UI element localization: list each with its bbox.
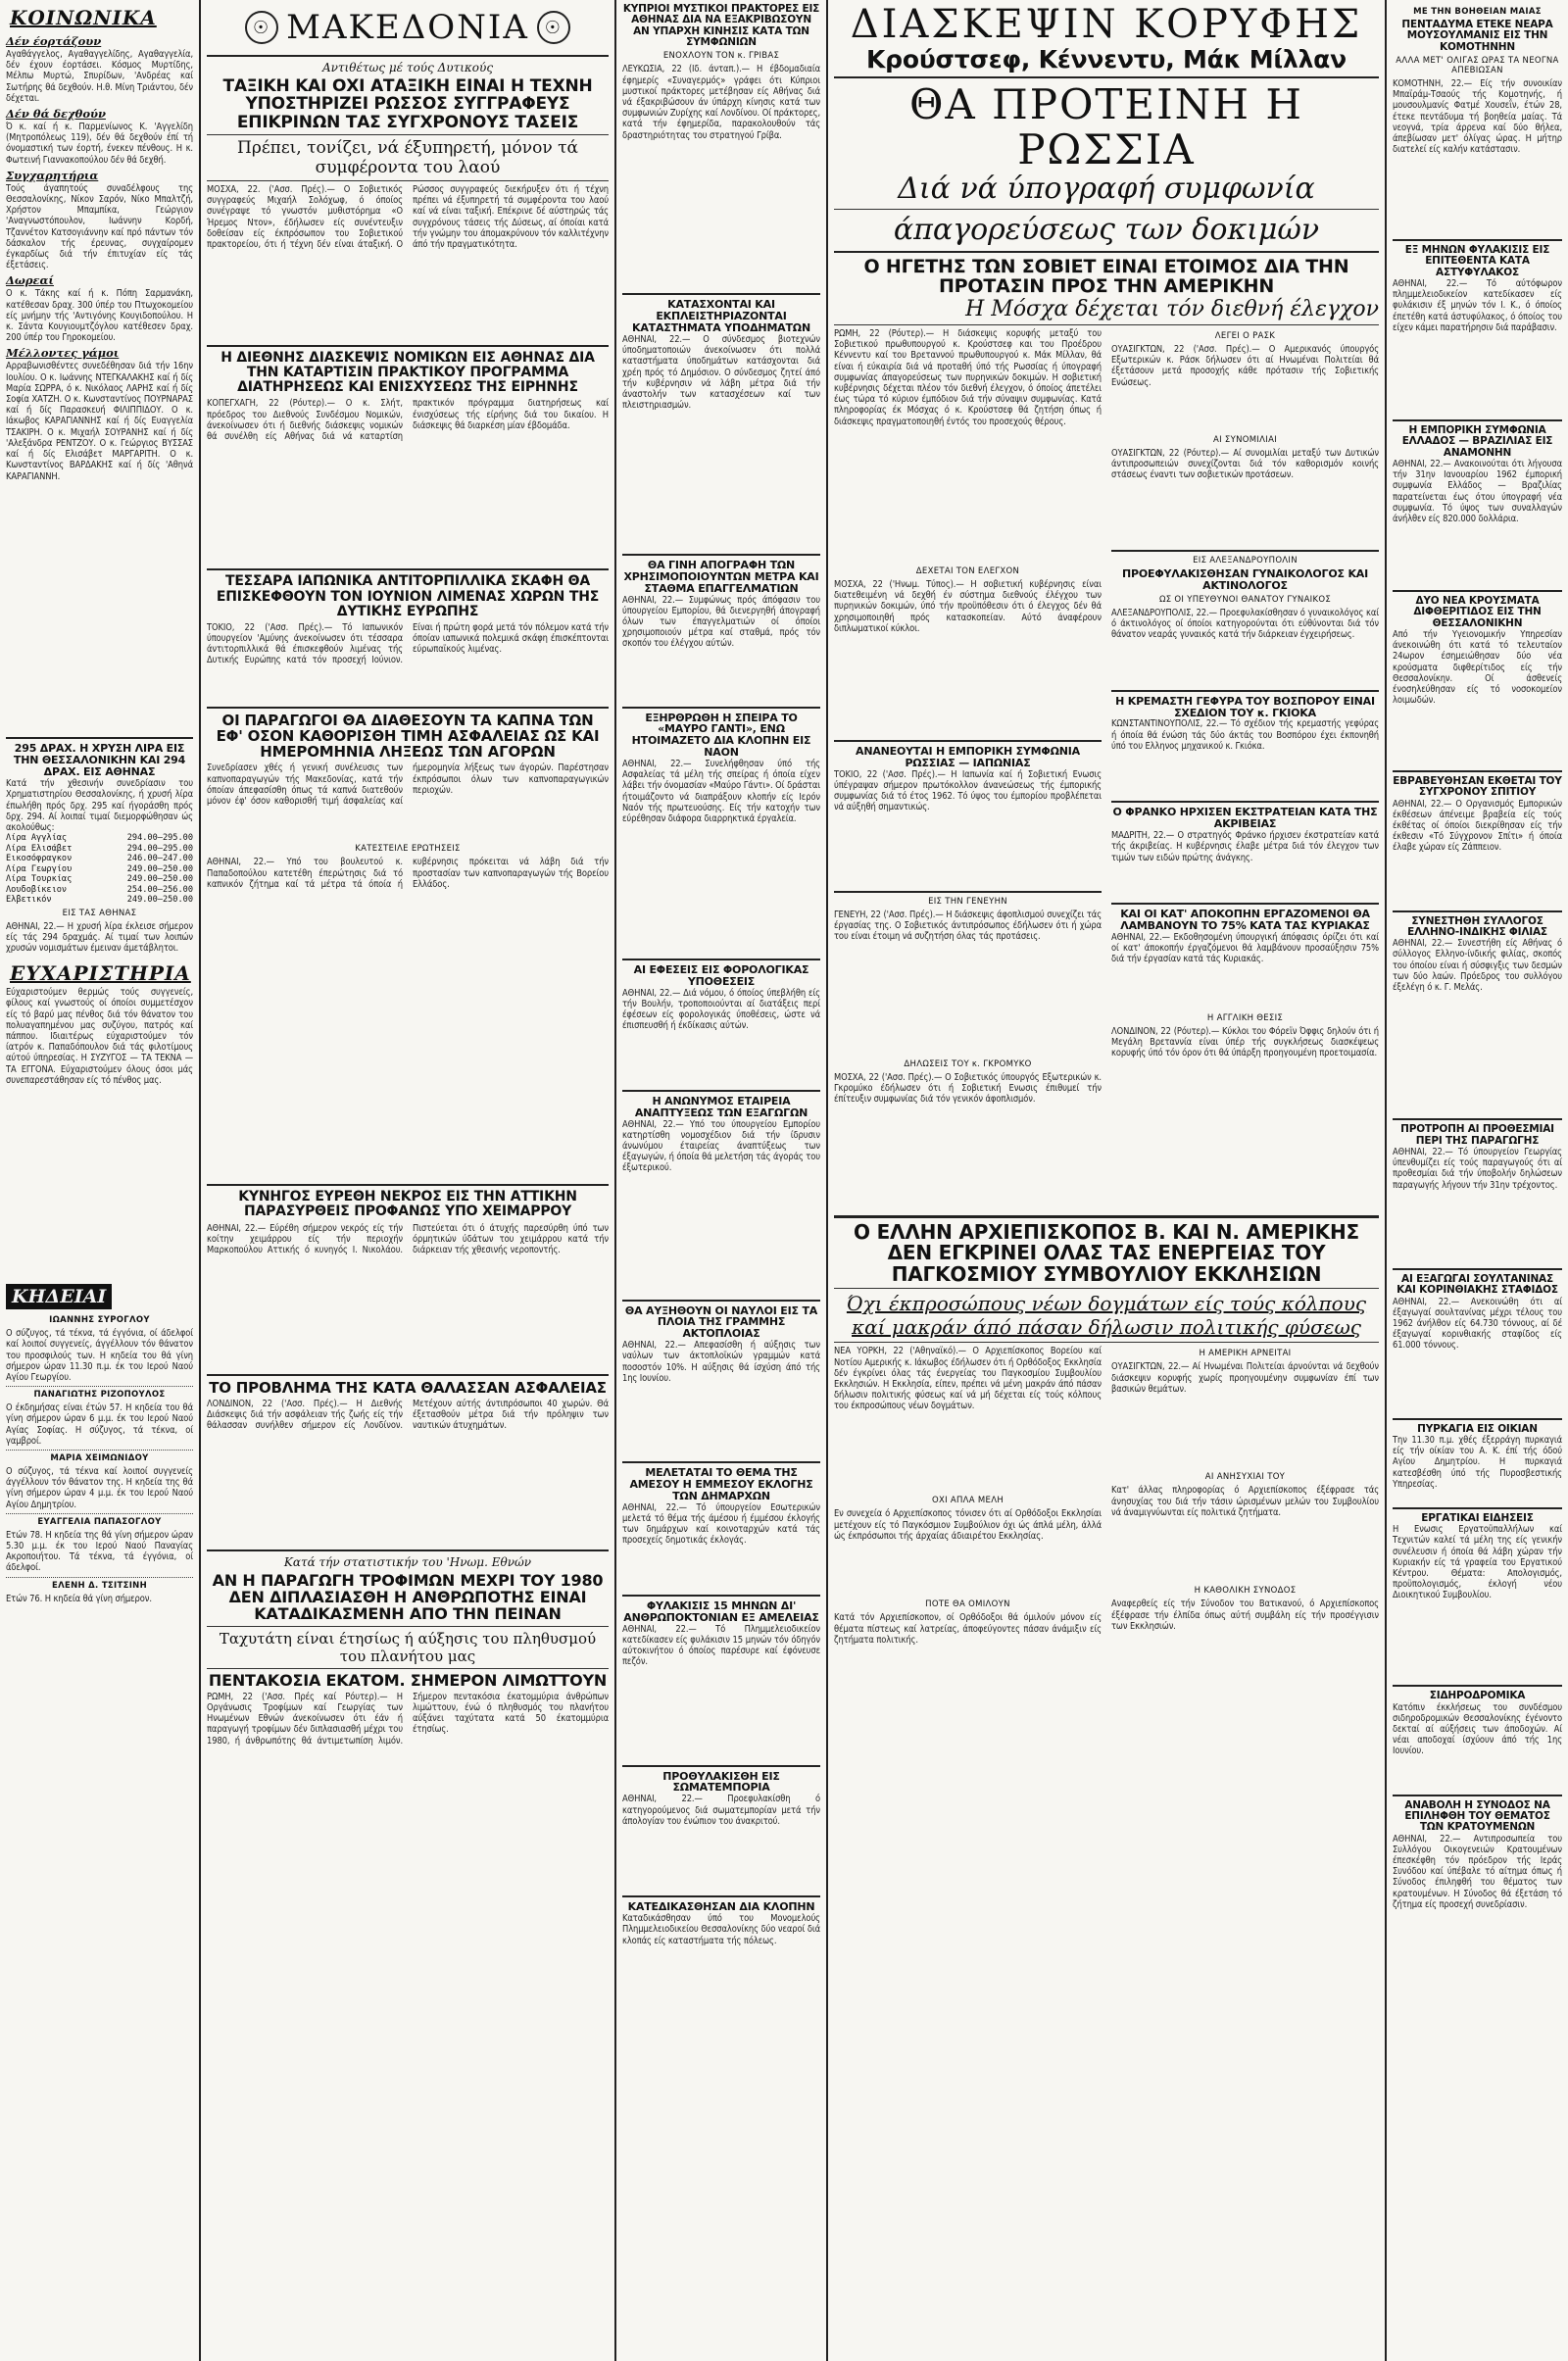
article-body: ΑΘΗΝΑΙ, 22.— Συνεστήθη είς Αθήνας ό σύλλογος Ελληνο-ίνδικής φιλίας, σκοπός του όποίου είναι ή σύσφιγξις των δεσμών των δύο λαών. Πρόεδρος του συλλόγου έξελέγη ό κ. Γ. Μελάς. (1393, 938, 1562, 994)
headline-theft: ΚΑΤΕΔΙΚΑΣΘΗΣΑΝ ΔΙΑ ΚΛΟΠΗΝ (627, 1900, 815, 1914)
article-body: ΛΟΝΔΙΝΟΝ, 22 (Ρόυτερ).— Κύκλοι του Φόρεϊν Όφφις δηλούν ότι ή Μεγάλη Βρεταννία είναι ύπέρ τής συγκλήσεως διασκέψεως κορυφής ύπό τόν όρον ότι θά ύπάρξη προηγουμένη προετοιμασία. (1111, 1025, 1379, 1059)
headline-quintuplets: ΠΕΝΤΑΔΥΜΑ ΕΤΕΚΕ ΝΕΑΡΑ ΜΟΥΣΟΥΛΜΑΝΙΣ ΕΙΣ ΤΗΝ ΚΟΜΟΤΗΝΗΝ (1401, 19, 1553, 53)
subheadline-archbishop: Όχι έκπροσώπους νέων δογμάτων είς τούς κόλπους καί μακράν άπό πάσαν δήλωσιν πολιτικής φύσεως (846, 1292, 1367, 1340)
section-koinonika: ΚΟΙΝΩΝΙΚΑ (10, 6, 157, 29)
headline-fire: ΠΥΡΚΑΓΙΑ ΕΙΣ ΟΙΚΙΑΝ (1417, 1422, 1538, 1435)
arch-col-right (1111, 1346, 1379, 1691)
article-body: ΑΘΗΝΑΙ, 22.— Απεφασίσθη ή αύξησις των ναύλων των άκτοπλοϊκών γραμμών κατά ποσοστόν 10%. Η αύξησις θά ίσχύση άπό τής 1ης Ιουνίου. (622, 1340, 820, 1384)
divider (834, 324, 1379, 325)
divider (1393, 1685, 1562, 1687)
headline-indo-greek: ΣΥΝΕΣΤΗΘΗ ΣΥΛΛΟΓΟΣ ΕΛΛΗΝΟ-ΙΝΔΙΚΗΣ ΦΙΛΙΑΣ (1407, 914, 1547, 938)
article-body: Αναφερθείς είς τήν Σύνοδον του Βατικανού, ό Αρχιεπίσκοπος έξέφρασε τήν έλπίδα όπως αύτή συμβάλη είς τήν προσέγγισιν των Εκκλησιών. (1111, 1599, 1379, 1632)
article-body: ΝΕΑ ΥΟΡΚΗ, 22 ('Αθηναϊκό).— Ο Αρχιεπίσκοπος Βορείου καί Νοτίου Αμερικής κ. Ιάκωβος έδήλωσεν ότι ή Ορθόδοξος Εκκλησία δέν έγκρίνει όλας τάς ένεργείας του Παγκοσμίου Συμβουλίου Εκκλησιών. Η Εκκλησία, είπεν, πρέπει νά μένη μακράν άπό πάσαν δήλωσιν πολιτικής φύσεως καί νά μή δέχεται είς τούς κόλπους του έκπροσώπους νέων δογμάτων. (834, 1346, 1102, 1412)
archbishop-columns (834, 1346, 1379, 1691)
divider (622, 1595, 820, 1597)
funeral-name: ΕΛΕΝΗ Δ. ΤΣΙΤΣΙΝΗ (51, 1580, 147, 1591)
story-col-left (834, 328, 1102, 1209)
divider (834, 891, 1102, 893)
text-block: Εύχαριστούμεν θερμώς τούς συγγενείς, φίλους καί γνωστούς οί όποίοι συμμετέσχον είς τό βαρύ μας πένθος διά τόν θάνατον του πολυαγαπημένου μας συζύγου, πατρός καί πάππου. Ιδιαιτέρως εύχαριστούμεν τόν ίατρόν κ. Παπαδόπουλον διά τάς φιλοτίμους αύτού ύπηρεσίας. Η ΣΥΖΥΓΟΣ — ΤΑ ΤΕΚΝΑ — ΤΑ ΕΓΓΟΝΑ. Εύχαριστούμεν όλους όσοι μάς συνεπαρεστάθησαν είς τό πένθος μας. (6, 987, 193, 1086)
headline-brazil: Η ΕΜΠΟΡΙΚΗ ΣΥΜΦΩΝΙΑ ΕΛΛΑΔΟΣ — ΒΡΑΖΙΛΙΑΣ ΕΙΣ ΑΝΑΜΟΝΗΝ (1401, 423, 1553, 459)
article-body: ΑΘΗΝΑΙ, 22.— Ανακοινούται ότι λήγουσα τήν 31ην Ιανουαρίου 1962 έμπορική συμφωνία Ελλάδος — Βραζιλίας παρατείνεται έως ότου ύπογραφή νέα συμφωνία. Τό ύψος των συναλλαγών άνήλθεν είς 820.000 δολλάρια. (1393, 458, 1562, 524)
headline-doctors: ΠΡΟΕΦΥΛΑΚΙΣΘΗΣΑΝ ΓΥΝΑΙΚΟΛΟΓΟΣ ΚΑΙ ΑΚΤΙΝΟΛΟΓΟΣ (1122, 566, 1368, 592)
divider (834, 251, 1379, 253)
price-row: Λίρα Ελισάβετ 294.00—295.00 (6, 843, 193, 854)
subhead: ΔΕΧΕΤΑΙ ΤΟΝ ΕΛΕΓΧΟΝ (915, 566, 1020, 576)
divider (1393, 419, 1562, 421)
subhead: ΟΧΙ ΑΠΛΑ ΜΕΛΗ (931, 1496, 1004, 1506)
text-block: Ο κ. Τάκης καί ή κ. Πόπη Σαρμανάκη, κατέθεσαν δραχ. 300 ύπέρ του Πτωχοκομείου είς μνήμην τής 'Αντιγόνης Κουγιδοπούλου. Η κ. Σάντα Κουγιουμτζόγλου κατέθεσεν δραχ. 200 ύπέρ του Γηροκομείου. (6, 288, 193, 344)
divider (622, 1765, 820, 1767)
headline-fares: ΘΑ ΑΥΞΗΘΟΥΝ ΟΙ ΝΑΥΛΟΙ ΕΙΣ ΤΑ ΠΛΟΙΑ ΤΗΣ ΓΡΑΜΜΗΣ ΑΚΤΟΠΛΟΙΑΣ (624, 1303, 818, 1341)
article-body: ΟΥΑΣΙΓΚΤΩΝ, 22 ('Ασσ. Πρές).— Ο Αμερικανός ύπουργός Εξωτερικών κ. Ράσκ δήλωσεν ότι αί Ηνωμέναι Πολιτείαι θά έξετάσουν μετά προσοχής κάθε πρότασιν τής Σοβιετικής Ενώσεως. (1111, 343, 1379, 388)
text-block: Κατά τήν χθεσινήν συνεδρίασιν του Χρηματιστηρίου Θεσσαλονίκης, ή χρυσή λίρα έπωλήθη πρός δρχ. 295 καί ήγοράσθη πρός δρχ. 294. Αί λοιπαί τιμαί διεμορφώθησαν ώς ακολούθως: (6, 778, 193, 833)
divider (207, 1668, 609, 1669)
article-body: ΑΘΗΝΑΙ, 22.— Προεφυλακίσθη ό κατηγορούμενος διά σωματεμπορίαν μετά τήν άπολογίαν του ένώπιον του άνακριτού. (622, 1794, 820, 1827)
headline-labour: ΕΡΓΑΤΙΚΑΙ ΕΙΔΗΣΕΙΣ (1421, 1511, 1534, 1524)
headline-trafficking: ΠΡΟΘΥΛΑΚΙΣΘΗ ΕΙΣ ΣΩΜΑΤΕΜΠΟΡΙΑ (662, 1769, 780, 1795)
subhead: ΑΛΛΑ ΜΕΤ' ΟΛΙΓΑΣ ΩΡΑΣ ΤΑ ΝΕΟΓΝΑ ΑΠΕΒΙΩΣΑΝ (1396, 55, 1559, 75)
article-body: ΑΘΗΝΑΙ, 22.— Εκδοθησομένη ύπουργική άπόφασις όρίζει ότι καί οί κατ' άποκοπήν έργαζόμενοι θά λαμβάνουν προσαύξησιν 75% διά τήν έργασίαν κατά τάς Κυριακάς. (1111, 931, 1379, 965)
divider (834, 1288, 1379, 1289)
divider (6, 737, 193, 739)
article-body: Κατά τόν Αρχιεπίσκοπον, οί Ορθόδοξοι θά όμιλούν μόνον είς θέματα πίστεως καί λατρείας, άποφεύγοντες πάσαν άνάμιξιν είς ζητήματα πολιτικής. (834, 1612, 1102, 1646)
column-right (1387, 0, 1568, 2361)
article-body: Από τήν Υγειονομικήν Υπηρεσίαν άνεκοινώθη ότι κατά τό τελευταίον 24ωρον έσημειώθησαν δύο νέα κρούσματα διφθερίτιδος είς τήν Θεσσαλονίκην. Οί άσθενείς ένοσηλεύθησαν είς τό νοσοκομείον λοιμωδών. (1393, 628, 1562, 707)
divider (834, 740, 1102, 742)
headline-destroyers: ΤΕΣΣΑΡΑ ΙΑΠΩΝΙΚΑ ΑΝΤΙΤΟΡΠΙΛΛΙΚΑ ΣΚΑΦΗ ΘΑ ΕΠΙΣΚΕΦΘΟΥΝ ΤΟΝ ΙΟΥΝΙΟΝ ΛΙΜΕΝΑΣ ΧΩΡΩΝ ΤΗΣ ΔΥΤΙΚΗΣ ΕΥΡΩΠΗΣ (216, 573, 600, 619)
headline-weights-census: ΘΑ ΓΙΝΗ ΑΠΟΓΡΑΦΗ ΤΩΝ ΧΡΗΣΙΜΟΠΟΙΟΥΝΤΩΝ ΜΕΤΡΑ ΚΑΙ ΣΤΑΘΜΑ ΕΠΑΓΓΕΛΜΑΤΙΩΝ (623, 558, 819, 595)
headline-tobacco: ΟΙ ΠΑΡΑΓΩΓΟΙ ΘΑ ΔΙΑΘΕΣΟΥΝ ΤΑ ΚΑΠΝΑ ΤΩΝ ΕΦ' ΟΣΟΝ ΚΑΘΟΡΙΣΘΗ ΤΙΜΗ ΑΣΦΑΛΕΙΑΣ ΩΣ ΚΑΙ ΗΜΕΡΟΜΗΝΙΑ ΛΗΞΕΩΣ ΤΩΝ ΑΓΟΡΩΝ (216, 711, 600, 762)
subhead: Η ΚΑΘΟΛΙΚΗ ΣΥΝΟΔΟΣ (1194, 1586, 1297, 1597)
kicker: Αντιθέτως μέ τούς Δυτικούς (321, 61, 494, 74)
gold-price-table (6, 833, 193, 906)
divider (207, 1549, 609, 1551)
subhead: ΔΗΛΩΣΕΙΣ ΤΟΥ κ. ΓΚΡΟΜΥΚΟ (904, 1058, 1032, 1069)
divider (1393, 1507, 1562, 1509)
headline-leaders: Κρούστσεφ, Κέννεντυ, Μάκ Μίλλαν (865, 45, 1347, 74)
divider (1111, 550, 1379, 552)
divider (622, 1090, 820, 1092)
text-block: Ό κ. καί ή κ. Παρμενίωνος Κ. 'Αγγελίδη (Μητροπόλεως 119), δέν θά δεχθούν έπί τή όνομαστική των έορτή, ένεκεν πένθους. Η κ. Φωτεινή Γιαννακοπούλου δέν θά δεχθή. (6, 122, 193, 166)
headline-gold: 295 ΔΡΑΧ. Η ΧΡΥΣΗ ΛΙΡΑ ΕΙΣ ΤΗΝ ΘΕΣΣΑΛΟΝΙΚΗΝ ΚΑΙ 294 ΔΡΑΧ. ΕΙΣ ΑΘΗΝΑΣ (13, 742, 186, 779)
headline-synod: ΑΝΑΒΟΛΗ Η ΣΥΝΟΔΟΣ ΝΑ ΕΠΙΛΗΦΘΗ ΤΟΥ ΘΕΜΑΤΟΣ ΤΩΝ ΚΡΑΤΟΥΜΕΝΩΝ (1404, 1798, 1550, 1834)
divider (207, 55, 609, 57)
article-body: ΑΘΗΝΑΙ, 22.— Υπό του βουλευτού κ. Παπαδοπούλου κατετέθη έπερώτησις διά τό καπνικόν ζήτημα καί τά μέτρα τά όποία ή κυβέρνησις πρόκειται νά λάβη διά τήν προστασίαν των καπνοπαραγωγών τής Βορείου Ελλάδος. (207, 857, 609, 890)
divider (207, 1374, 609, 1376)
subheadline-agreement: Διά νά ύπογραφή συμφωνία (898, 171, 1315, 206)
divider (1393, 1268, 1562, 1270)
subhead: Η ΑΓΓΛΙΚΗ ΘΕΣΙΣ (1206, 1012, 1284, 1023)
funeral-name: ΕΥΑΓΓΕΛΙΑ ΠΑΠΑΣΟΓΛΟΥ (37, 1516, 162, 1527)
text-block: Τούς άγαπητούς συναδέλφους της Θεσσαλονίκης, Νίκον Σαρόν, Νίκο Μπαλτζή, Χρήστον Μπαμπίκα, Γεώργιον 'Αναγνωστόπουλον, Ιωάννην Κορδή, Τζαννέτον Κατσογιάννην καί πρό πάντων τόν δάσκαλον τής έρευνας, συγχαίρομεν έγκαρδίως διά τήν έπιτυχίαν είς τάς έξετάσεις. (6, 182, 193, 271)
subhead: Η ΑΜΕΡΙΚΗ ΑΡΝΕΙΤΑΙ (1199, 1349, 1292, 1359)
headline-assault: ΕΞ ΜΗΝΩΝ ΦΥΛΑΚΙΣΙΣ ΕΙΣ ΕΠΙΤΕΘΕΝΤΑ ΚΑΤΑ ΑΣΤΥΦΥΛΑΚΟΣ (1404, 243, 1550, 278)
headline-mayor-elections: ΜΕΛΕΤΑΤΑΙ ΤΟ ΘΕΜΑ ΤΗΣ ΑΜΕΣΟΥ Η ΕΜΜΕΣΟΥ ΕΚΛΟΓΗΣ ΤΩΝ ΔΗΜΑΡΧΩΝ (629, 1466, 813, 1502)
divider (1393, 590, 1562, 592)
article-body: ΤΟΚΙΟ, 22 ('Ασσ. Πρές).— Τό Ιαπωνικόν ύπουργείον 'Αμύνης άνεκοίνωσεν ότι τέσσαρα άντιτορπιλλικά θά έπισκεφθούν λιμένας τής Δυτικής Ευρώπης κατά τόν προσεχή Ιούνιον. Είναι ή πρώτη φορά μετά τόν πόλεμον κατά τήν όποίαν ιαπωνικά πολεμικά σκάφη έπισκέπτονται εύρωπαϊκούς λιμένας. (207, 621, 609, 666)
story-columns (834, 328, 1379, 1209)
price-row: Λίρα Τουρκίας 249.00—250.00 (6, 874, 193, 885)
subhead: ΕΙΣ ΤΗΝ ΓΕΝΕΥΗΝ (928, 896, 1007, 907)
article-body: ΑΘΗΝΑΙ, 22.— Συμφώνως πρός άπόφασιν του ύπουργείου Εμπορίου, θά διενεργηθή άπογραφή όλων των έπαγγελματιών οί όποίοι χρησιμοποιούν μέτρα καί σταθμά, πρός τόν σκοπόν του έλέγχου αύτών. (622, 594, 820, 650)
article-body: ΤΟΚΙΟ, 22 ('Ασσ. Πρές).— Η Ιαπωνία καί ή Σοβιετική Ενωσις ύπέγραψαν σήμερον πρωτόκολλον άνανεώσεως τής έμπορικής συμφωνίας διά τό έτος 1962. Τό ύψος του έμπορίου προβλέπεται νά αύξηθή σημαντικώς. (834, 768, 1102, 813)
text-block: Ετών 76. Η κηδεία θά γίνη σήμερον. (6, 1593, 152, 1604)
price-row: Λίρα Αγγλίας 294.00—295.00 (6, 833, 193, 844)
column-society (0, 0, 199, 2361)
divider (6, 1577, 193, 1578)
divider (207, 345, 609, 347)
funeral-name: ΙΩΑΝΝΗΣ ΣΥΡΟΓΛΟΥ (49, 1315, 150, 1326)
article-body: Κατ' άλλας πληροφορίας ό Αρχιεπίσκοπος έξέφρασε τάς άνησυχίας του διά τήν τάσιν ώρισμένων μελών του Συμβουλίου νά άναμιγνύωνται είς πολιτικά ζητήματα. (1111, 1485, 1379, 1518)
article-body: ΑΘΗΝΑΙ, 22.— Αντιπροσωπεία του Συλλόγου Οικογενειών Κρατουμένων έπεσκέφθη τόν πρόεδρον τής Ιεράς Συνόδου καί ύπέβαλε τό αίτημα όπως ή Σύνοδος έπιληφθή του θέματος των κρατουμένων. Η Σύνοδος θά έξετάση τό ζήτημα είς προσεχή συνεδρίασιν. (1393, 1833, 1562, 1910)
subhead: ΩΣ ΟΙ ΥΠΕΥΘΥΝΟΙ ΘΑΝΑΤΟΥ ΓΥΝΑΙΚΟΣ (1158, 594, 1332, 605)
divider (622, 1461, 820, 1463)
price-row: Λίρα Γεωργίου 249.00—250.00 (6, 863, 193, 874)
story-col-right (1111, 328, 1379, 1209)
article-body: ΑΘΗΝΑΙ, 22.— Τό Πλημμελειοδικείον κατεδίκασεν είς φυλάκισιν 15 μηνών τόν όδηγόν αύτοκινήτου ό όποίος παρέσυρε καί έφόνευσε πεζόν. (622, 1623, 820, 1668)
article-body: ΚΟΠΕΓΧΑΓΗ, 22 (Ρόυτερ).— Ο κ. Σλήτ, πρόεδρος του Διεθνούς Συνδέσμου Νομικών, άνεκοίνωσεν ότι ή διεθνής διάσκεψις νομικών θά συνέλθη είς Αθήνας διά νά καταρτίση πρακτικόν πρόγραμμα διατηρήσεως καί ένισχύσεως τής είρήνης διά του δικαίου. Η διάσκεψις θά διαρκέση μίαν έβδομάδα. (207, 398, 609, 443)
divider (207, 1626, 609, 1627)
divider (1111, 903, 1379, 905)
article-body: ΑΘΗΝΑΙ, 22.— Ο σύνδεσμος βιοτεχνών ύποδηματοποιών άνεκοίνωσεν ότι πολλά καταστήματα ύποδημάτων κατάσχονται διά χρέη πρός τό Δημόσιον. Ο σύνδεσμος ζητεί άπό τήν κυβέρνησιν νά λάβη μέτρα διά τήν άναστολήν των κατασχέσεων καί των πλειστηριασμών. (622, 333, 820, 412)
headline-sentence: ΦΥΛΑΚΙΣΙΣ 15 ΜΗΝΩΝ ΔΙ' ΑΝΘΡΩΠΟΚΤΟΝΙΑΝ ΕΞ ΑΜΕΛΕΙΑΣ (623, 1599, 819, 1624)
article-body: ΡΩΜΗ, 22 ('Ασσ. Πρές καί Ρόυτερ).— Η Οργάνωσις Τροφίμων καί Γεωργίας των Ηνωμένων Εθνών άνεκοίνωσεν ότι έάν ή παραγωγή τροφίμων δέν διπλασιασθή μέχρι του 1980, ή άνθρωπότης θά άντιμετωπίση λιμόν. Σήμερον πεντακόσια έκατομμύρια άνθρώπων λιμώττουν, ένώ ό πληθυσμός του πλανήτου αύξάνει ταχύτατα κατά 50 έκατομμύρια έτησίως. (207, 1691, 609, 1746)
headline-shoe-shops: ΚΑΤΑΣΧΟΝΤΑΙ ΚΑΙ ΕΚΠΛΕΙΣΤΗΡΙΑΖΟΝΤΑΙ ΚΑΤΑΣΤΗΜΑΤΑ ΥΠΟΔΗΜΑΤΩΝ (632, 298, 810, 335)
divider (834, 209, 1379, 210)
text-block: ΑΘΗΝΑΙ, 22.— Η χρυσή λίρα έκλεισε σήμερον είς τάς 294 δραχμάς. Αί τιμαί των λοιπών χρυσών νομισμάτων έμειναν άμετάβλητοι. (6, 920, 193, 955)
text-block: Ετών 78. Η κηδεία της θά γίνη σήμερον ώραν 5.30 μ.μ. έκ του Ιερού Ναού Παναγίας Ακροποιήτου. Τά τέκνα, τά έγγόνια, οί άδελφοί. (6, 1529, 193, 1574)
subheadline-art: Πρέπει, τονίζει, νά έξυπηρετή, μόνον τά συμφέροντα του λαού (237, 138, 578, 178)
subhead: ΑΙ ΣΥΝΟΜΙΛΙΑΙ (1212, 434, 1278, 445)
headline-jurists: Η ΔΙΕΘΝΗΣ ΔΙΑΣΚΕΨΙΣ ΝΟΜΙΚΩΝ ΕΙΣ ΑΘΗΝΑΣ ΔΙΑ ΤΗΝ ΚΑΤΑΡΤΙΣΙΝ ΠΡΑΚΤΙΚΟΥ ΠΡΟΓΡΑΜΜΑ ΔΙΑΤΗΡΗΣΕΩΣ ΚΑΙ ΕΝΙΣΧΥΣΕΩΣ ΤΗΣ ΕΙΡΗΝΗΣ (220, 350, 595, 396)
divider (207, 1184, 609, 1186)
text-block: Αγαθάγγελος, Αγαθαγγελίδης, Αγαθαγγελία, δέν έχουν έορτάσει. Κόσμος Μυρτίδης, Μέλπω Μυρτώ, Σπυρίδων, 'Ανδρέας καί Σωτήρης θά δεχθούν. Η.θ. Μίνη Τριάντου, δέν δέχεται. (6, 49, 193, 104)
article-body: ΑΛΕΞΑΝΔΡΟΥΠΟΛΙΣ, 22.— Προεφυλακίσθησαν ό γυναικολόγος καί ό άκτινολόγος οί όποίοι κατηγορούνται ότι εύθύνονται διά τόν θάνατον νεαράς γυναικός κατά τήν διάρκειαν έγχειρήσεως. (1111, 607, 1379, 641)
headline-soviet-leader: Ο ΗΓΕΤΗΣ ΤΩΝ ΣΟΒΙΕΤ ΕΙΝΑΙ ΕΤΟΙΜΟΣ ΔΙΑ ΤΗΝ ΠΡΟΤΑΣΙΝ ΠΡΟΣ ΤΗΝ ΑΜΕΡΙΚΗΝ (863, 255, 1349, 298)
subhead-den-eortazoun: Δέν έορτάζουν (6, 34, 102, 48)
divider (834, 76, 1379, 78)
price-row: Λουδοβίκειον 254.00—256.00 (6, 884, 193, 895)
headline-raisins: ΑΙ ΕΞΑΓΩΓΑΙ ΣΟΥΛΤΑΝΙΝΑΣ ΚΑΙ ΚΟΡΙΝΘΙΑΚΗΣ ΣΤΑΦΙΔΟΣ (1396, 1272, 1558, 1297)
article-body: ΜΟΣΧΑ, 22. ('Ασσ. Πρές).— Ο Σοβιετικός συγγραφεύς Μιχαήλ Σολόχωφ, ό όποίος συνέγραψε τό γνωστόν μυθιστόρημα «Ο Ήρεμος Ντον», έδήλωσεν είς συνέντευξιν δοθείσαν είς έκπρόσωπον του Σοβιετικού πρακτορείου, ότι ή τέχνη δέν είναι άταξική. Ο Ρώσσος συγγραφεύς διεκήρυξεν ότι ή τέχνη πρέπει νά έξυπηρετή τά συμφέροντα του λαού καί νά είναι ταξική. Επέκρινε δέ αύστηρώς τάς συγχρόνους τάσεις τής Δύσεως, αί όποίαι κατά τήν γνώμην του άπομακρύνουν τόν καλλιτέχνην άπό τήν πραγματικότητα. (207, 184, 609, 251)
subhead-dorea: Δωρεαί (6, 273, 54, 288)
subhead: ΠΟΤΕ ΘΑ ΟΜΙΛΟΥΝ (925, 1599, 1010, 1610)
headline-deadlines: ΠΡΟΤΡΟΠΗ ΑΙ ΠΡΟΘΕΣΜΙΑΙ ΠΕΡΙ ΤΗΣ ΠΑΡΑΓΩΓΗΣ (1400, 1123, 1554, 1147)
subhead: ΕΝΟΧΛΟΥΝ ΤΟΝ κ. ΓΡΙΒΑΣ (662, 51, 780, 62)
headline-hunter: ΚΥΝΗΓΟΣ ΕΥΡΕΘΗ ΝΕΚΡΟΣ ΕΙΣ ΤΗΝ ΑΤΤΙΚΗΝ ΠΑΡΑΣΥΡΘΕΙΣ ΠΡΟΦΑΝΩΣ ΥΠΟ ΧΕΙΜΑΡΡΟΥ (238, 1189, 577, 1220)
headline-franco: Ο ΦΡΑΝΚΟ ΗΡΧΙΣΕΝ ΕΚΣΤΡΑΤΕΙΑΝ ΚΑΤΑ ΤΗΣ ΑΚΡΙΒΕΙΑΣ (1112, 806, 1378, 831)
headline-russia: ΘΑ ΠΡΟΤΕΙΝΗ Η ΡΩΣΣΙΑ (908, 80, 1304, 173)
divider (1111, 690, 1379, 692)
divider (1393, 239, 1562, 241)
divider (207, 707, 609, 709)
text-block: Ο σύζυγος, τά τέκνα καί λοιποί συγγενείς άγγέλλουν τόν θάνατον της. Η κηδεία της θά γίνη σήμερον ώραν 4 μ.μ. έκ του Ιερού Ναού Αγίου Δημητρίου. (6, 1466, 193, 1510)
article-body: Εν συνεχεία ό Αρχιεπίσκοπος τόνισεν ότι αί Ορθόδοξοι Εκκλησίαι μετέχουν είς τό Παγκόσμιον Συμβούλιον όχι ώς άπλά μέλη, άλλά ώς έκπρόσωποι τής άρχαίας άδιαιρέτου Εκκλησίας. (834, 1508, 1102, 1542)
subhead-sygcharitiria: Συγχαρητήρια (6, 168, 99, 182)
article-body: ΑΘΗΝΑΙ, 22.— Εύρέθη σήμερον νεκρός είς τήν κοίτην χειμάρρου είς τήν περιοχήν Μαρκοπούλου Αττικής ό κυνηγός Ι. Νικολάου. Πιστεύεται ότι ό άτυχής παρεσύρθη ύπό των όρμητικών ύδάτων του χειμάρρου κατά τήν διάρκειαν τής χθεσινής νεροποντής. (207, 1222, 609, 1255)
divider (834, 1342, 1379, 1343)
divider (1393, 770, 1562, 772)
text-block: Αρραβωνισθέντες συνεδέθησαν διά τήν 16ην Ιουλίου. Ο κ. Ιωάννης ΝΤΕΓΚΑΛΑΚΗΣ καί ή δίς Μαρία ΣΩΡΡΑ, ό κ. Νικόλαος ΛΑΡΗΣ καί ή δίς Σοφία ΧΑΤΖΗ. Ο κ. Κωνσταντίνος ΠΟΥΡΝΑΡΑΣ καί ή δίς Παρασκευή ΦΙΛΙΠΠΙΔΟΥ. Ο κ. Ιάκωβος ΚΑΡΑΓΙΑΝΝΗΣ καί ή δίς Ευαγγελία ΤΣΑΚΙΡΗ. Ο κ. Μιχαήλ ΣΟΥΡΑΝΗΣ καί ή δίς 'Αλεξάνδρα ΡΕΝΤΖΟΥ. Ο κ. Γεώργιος ΒΥΣΣΑΣ καί ή δίς Ελισάβετ ΜΑΡΓΑΡΙΤΗ. Ο κ. Κωνσταντίνος ΒΑΡΔΑΚΗΣ καί ή δίς 'Αθηνά ΚΑΡΑΓΙΑΝΝΗ. (6, 361, 193, 482)
section-eucharistiria: ΕΥΧΑΡΙΣΤΗΡΙΑ (10, 961, 191, 986)
masthead-title: ΜΑΚΕΔΟΝΙΑ (286, 8, 529, 47)
divider (207, 134, 609, 135)
article-body: ΑΘΗΝΑΙ, 22.— Τό ύπουργείον Γεωργίας ύπενθυμίζει είς τούς παραγωγούς ότι αί προθεσμίαι διά τήν ύποβολήν δηλώσεων παραγωγής λήγουν τήν 31ην τρέχοντος. (1393, 1146, 1562, 1191)
funeral-name: ΜΑΡΙΑ ΧΕΙΜΩΝΙΔΟΥ (50, 1453, 149, 1464)
headline-food: ΑΝ Η ΠΑΡΑΓΩΓΗ ΤΡΟΦΙΜΩΝ ΜΕΧΡΙ ΤΟΥ 1980 ΔΕΝ ΔΙΠΛΑΣΙΑΣΘΗ Η ΑΝΘΡΩΠΟΤΗΣ ΕΙΝΑΙ ΚΑΤΑΔΙΚΑΣΜΕΝΗ ΑΠΟ ΤΗΝ ΠΕΙΝΑΝ (212, 1570, 604, 1624)
headline-bridge: Η ΚΡΕΜΑΣΤΗ ΓΕΦΥΡΑ ΤΟΥ ΒΟΣΠΟΡΟΥ ΕΙΝΑΙ ΣΧΕΔΙΟΝ ΤΟΥ κ. ΓΚΙΟΚΑ (1115, 694, 1375, 719)
article-body: ΓΕΝΕΥΗ, 22 ('Ασσ. Πρές).— Η διάσκεψις άφοπλισμού συνεχίζει τάς έργασίας της. Ο Σοβιετικός άντιπρόσωπος έδήλωσεν ότι ή χώρα του είναι έτοιμη νά συζητήση όλας τάς προτάσεις. (834, 909, 1102, 943)
kicker: Κατά τήν στατιστικήν του 'Ηνωμ. Εθνών (283, 1554, 532, 1569)
article-body: Κατόπιν έκκλήσεως του συνδέσμου σιδηροδρομικών Θεσσαλονίκης έγένοντο δεκταί αί αύξήσεις των άποδοχών. Αί νέαι αποδοχαί ίσχύουν άπό τής 1ης Ιουνίου. (1393, 1701, 1562, 1757)
divider (6, 1513, 193, 1514)
article-body: ΛΟΝΔΙΝΟΝ, 22 ('Ασσ. Πρές).— Η Διεθνής Διάσκεψις διά τήν ασφάλειαν τής ζωής είς τήν θάλασσαν συνήλθεν σήμερον είς Λονδίνον. Μετέχουν αύτής άντιπρόσωποι 40 χωρών. Θά έξετασθούν μέτρα διά τήν πρόληψιν των ναυτικών άτυχημάτων. (207, 1398, 609, 1432)
divider (207, 180, 609, 181)
subhead: ΛΕΓΕΙ Ο ΡΑΣΚ (1214, 330, 1276, 341)
divider (207, 568, 609, 570)
article-body: Την 11.30 π.μ. χθές έξερράγη πυρκαγιά είς τήν οίκίαν του Α. Κ. έπί τής όδού Αγίου Δημητρίου. Η πυρκαγιά κατεσβέσθη ύπό τής Πυροσβεστικής Υπηρεσίας. (1393, 1434, 1562, 1490)
divider (1393, 1118, 1562, 1120)
article-body: ΟΥΑΣΙΓΚΤΩΝ, 22.— Αί Ηνωμέναι Πολιτείαι άρνούνται νά δεχθούν διάσκεψιν κορυφής χωρίς προηγουμένην συμφωνίαν έπί των βασικών θεμάτων. (1111, 1361, 1379, 1395)
subhead: ΑΙ ΑΝΗΣΥΧΙΑΙ ΤΟΥ (1204, 1472, 1286, 1483)
article-body: ΑΘΗΝΑΙ, 22.— Ανεκοινώθη ότι αί έξαγωγαί σουλτανίνας μέχρι τέλους του 1962 άνήλθον είς 64.730 τόννους, αί δέ έξαγωγαί κορινθιακής σταφίδος είς 61.000 τόννους. (1393, 1296, 1562, 1352)
subheadline-control: Η Μόσχα δέχεται τόν διεθνή έλεγχον (965, 296, 1379, 321)
arch-col-left (834, 1346, 1102, 1691)
divider (622, 1300, 820, 1302)
article-body: ΛΕΥΚΩΣΙΑ, 22 (Ιδ. άνταπ.).— Η έβδομαδιαία έφημερίς «Συναγερμός» γράφει ότι Κύπριοι μυστικοί πράκτορες μετέβησαν είς Αθήνας διά νά έξακριβώσουν άν ύπάρχη κίνησις κατά των συμφωνιών Ζυρίχης καί Λονδίνου. Οί πράκτορες, κατά τήν έφημερίδα, παρακολουθούν τάς δραστηριότητας του στρατηγού Γρίβα. (622, 64, 820, 141)
subhead: ΕΙΣ ΑΛΕΞΑΝΔΡΟΥΠΟΛΙΝ (1193, 555, 1298, 566)
headline-sunday-pay: ΚΑΙ ΟΙ ΚΑΤ' ΑΠΟΚΟΠΗΝ ΕΡΓΑΖΟΜΕΝΟΙ ΘΑ ΛΑΜΒΑΝΟΥΝ ΤΟ 75% ΚΑΤΑ ΤΑΣ ΚΥΡΙΑΚΑΣ (1120, 908, 1370, 933)
article-body: ΚΩΝΣΤΑΝΤΙΝΟΥΠΟΛΙΣ, 22.— Τό σχέδιον τής κρεμαστής γεφύρας ή όποία θά ένώση τάς δύο άκτάς του Βοσπόρου έχει έκπονηθή ύπό του Ελληνος μηχανικού κ. Γκιόκα. (1111, 718, 1379, 752)
price-row: Ελβετικόν 249.00—250.00 (6, 895, 193, 906)
article-body: ΑΘΗΝΑΙ, 22.— Υπό του ύπουργείου Εμπορίου κατηρτίσθη νομοσχέδιον διά τήν ίδρυσιν άνωνύμου έταιρείας άναπτύξεως των έξαγωγών, ή όποία θά μελετήση τάς άγοράς του έξωτερικού. (622, 1118, 820, 1174)
headline-sea-safety: ΤΟ ΠΡΟΒΛΗΜΑ ΤΗΣ ΚΑΤΑ ΘΑΛΑΣΣΑΝ ΑΣΦΑΛΕΙΑΣ (209, 1378, 607, 1397)
article-body: ΜΑΔΡΙΤΗ, 22.— Ο στρατηγός Φράνκο ήρχισεν έκστρατείαν κατά τής άκριβείας. Η κυβέρνησις έλαβε μέτρα διά τόν έλεγχον των τιμών των ειδών πρώτης άνάγκης. (1111, 830, 1379, 863)
column-main-story (828, 0, 1385, 2361)
divider (622, 293, 820, 295)
funeral-name: ΠΑΝΑΓΙΩΤΗΣ ΡΙΖΟΠΟΥΛΟΣ (33, 1390, 166, 1401)
subheadline-tests: άπαγορεύσεως των δοκιμών (893, 212, 1320, 247)
divider (6, 1450, 193, 1451)
divider (1393, 910, 1562, 912)
article-body: ΚΟΜΟΤΗΝΗ, 22.— Είς τήν συνοικίαν Μπαϊράμ-Τσαούς τής Κομοτηνής, ή μουσουλμανίς Φατμέ Χουσεΐν, έτών 28, έτεκε πεντάδυμα τή βοηθεία μαίας. Τά νεογνά, τρία άρρενα καί δύο θήλεα, άπεβίωσαν μετ' όλίγας ώρας. Η μήτηρ διατελεί είς καλήν κατάστασιν. (1393, 77, 1562, 156)
subheadline-food: Ταχυτάτη είναι έτησίως ή αύξησις του πληθυσμού του πλανήτου μας (219, 1629, 597, 1665)
divider (1393, 1418, 1562, 1420)
headline-hunger: ΠΕΝΤΑΚΟΣΙΑ ΕΚΑΤΟΜ. ΣΗΜΕΡΟΝ ΛΙΜΩΤΤΟΥΝ (208, 1670, 608, 1690)
article-body: ΜΟΣΧΑ, 22 ('Ηνωμ. Τύπος).— Η σοβιετική κυβέρνησις είναι διατεθειμένη νά δεχθή έν σύστημα διεθνούς έλέγχου των πυρηνικών δοκιμών, ύπό τήν προϋπόθεσιν ότι ό έλεγχος δέν θά χρησιμοποιηθή πρός κατασκοπείαν. Αύτό άναφέρουν διπλωματικοί κύκλοι. (834, 578, 1102, 634)
column-news-middle (616, 0, 826, 2361)
headline-summit: ΔΙΑΣΚΕΨΙΝ ΚΟΡΥΦΗΣ (850, 2, 1363, 47)
divider (622, 959, 820, 960)
column-main-left (201, 0, 614, 2361)
headline-railway: ΣΙΔΗΡΟΔΡΟΜΙΚΑ (1429, 1690, 1526, 1702)
text-block: Ο έκδημήσας είναι έτών 57. Η κηδεία του θά γίνη σήμερον ώραν 6 μ.μ. έκ του Ιερού Ναού Αγίας Σοφίας. Η σύζυγος, τά τέκνα, οί γαμβροί. (6, 1402, 193, 1447)
article-body: ΑΘΗΝΑΙ, 22.— Ο Οργανισμός Εμπορικών έκθέσεων άπένειμε βραβεία είς τούς έκθέτας οί όποίοι διεκρίθησαν είς τήν έκθεσιν «Τό Σύγχρονον Σπίτι» ή όποία έλαβε χώραν είς Ζάππειον. (1393, 798, 1562, 854)
article-body: ΜΟΣΧΑ, 22 ('Ασσ. Πρές).— Ο Σοβιετικός ύπουργός Εξωτερικών κ. Γκρομύκο έδήλωσεν ότι ή Σοβιετική Ενωσις έπιθυμεί τήν έπίτευξιν συμφωνίας διά τόν γενικόν άφοπλισμόν. (834, 1071, 1102, 1106)
section-kideiai: ΚΗΔΕΙΑΙ (6, 1284, 112, 1309)
article-body: ΑΘΗΝΑΙ, 22.— Τό ύπουργείον Εσωτερικών μελετά τό θέμα τής άμέσου ή έμμέσου έκλογής των δημάρχων καί κοινοταρχών κατά τάς προσεχείς δημοτικάς έκλογάς. (622, 1501, 820, 1547)
headline-diphtheria: ΔΥΟ ΝΕΑ ΚΡΟΥΣΜΑΤΑ ΔΙΦΘΕΡΙΤΙΔΟΣ ΕΙΣ ΤΗΝ ΘΕΣΣΑΛΟΝΙΚΗΝ (1413, 594, 1542, 629)
subhead-den-dechthoun: Δέν θά δεχθούν (6, 107, 106, 122)
article-body: ΑΘΗΝΑΙ, 22.— Τό αύτόφωρον πλημμελειοδικείον κατεδίκασεν είς φυλάκισιν έξ μηνών τόν Ι. Κ., ό όποίος έπετέθη κατά άστυφύλακος, ό όποίος του είχεν κάμει παρατήρησιν διά παράβασιν. (1393, 277, 1562, 333)
headline-trade-japan: ΑΝΑΝΕΟΥΤΑΙ Η ΕΜΠΟΡΙΚΗ ΣΥΜΦΩΝΙΑ ΡΩΣΣΙΑΣ — ΙΑΠΩΝΙΑΣ (856, 744, 1080, 769)
price-row: Εικοσόφραγκον 246.00—247.00 (6, 854, 193, 864)
article-body: ΑΘΗΝΑΙ, 22.— Διά νόμου, ό όποίος ύπεβλήθη είς τήν Βουλήν, τροποποιούνται αί διατάξεις περί έφέσεων είς φορολογικάς ύποθέσεις, ώστε νά έπισπευσθή ή έκδίκασις αύτών. (622, 987, 820, 1032)
article-body: ΑΘΗΝΑΙ, 22.— Συνελήφθησαν ύπό τής Ασφαλείας τά μέλη τής σπείρας ή όποία είχεν λάβει τήν όνομασίαν «Μαύρο Γάντι». Οί δράσται ήτοιμάζοντο νά διαπράξουν κλοπήν είς Ιερόν Ναόν τής πρωτευούσης. Είς τήν κατοχήν των εύρέθησαν διάφορα διαρρηκτικά έργαλεία. (622, 759, 820, 825)
divider (622, 1895, 820, 1897)
kicker: ΜΕ ΤΗΝ ΒΟΗΘΕΙΑΝ ΜΑΙΑΣ (1413, 7, 1542, 17)
headline-art: ΤΑΞΙΚΗ ΚΑΙ ΟΧΙ ΑΤΑΞΙΚΗ ΕΙΝΑΙ Η ΤΕΧΝΗ ΥΠΟΣΤΗΡΙΖΕΙ ΡΩΣΣΟΣ ΣΥΓΓΡΑΦΕΥΣ ΕΠΙΚΡΙΝΩΝ ΤΑΣ ΣΥΓΧΡΟΝΟΥΣ ΤΑΣΕΙΣ (222, 76, 593, 132)
divider (622, 554, 820, 556)
subhead-athinas: ΕΙΣ ΤΑΣ ΑΘΗΝΑΣ (62, 908, 137, 918)
headline-cypriot-agents: ΚΥΠΡΙΟΙ ΜΥΣΤΙΚΟΙ ΠΡΑΚΤΟΡΕΣ ΕΙΣ ΑΘΗΝΑΣ ΔΙΑ ΝΑ ΕΞΑΚΡΙΒΩΣΟΥΝ ΑΝ ΥΠΑΡΧΗ ΚΙΝΗΣΙΣ ΚΑΤΑ ΤΩΝ ΣΥΜΦΩΝΙΩΝ (622, 3, 820, 48)
divider (1111, 801, 1379, 803)
article-body: Η Ενωσις Εργατοϋπαλλήλων καί Τεχνιτών καλεί τά μέλη της είς γενικήν συνέλευσιν ή όποία θά λάβη χώραν τήν Κυριακήν είς τά γραφεία του Εργατικού Κέντρου. Θέματα: Απολογισμός, προϋπολογισμός, έκλογή νέου Διοικητικού Συμβουλίου. (1393, 1524, 1562, 1601)
divider (1393, 1795, 1562, 1796)
subhead-mellontes: Μέλλοντες γάμοι (6, 346, 120, 361)
headline-archbishop: Ο ΕΛΛΗΝ ΑΡΧΙΕΠΙΣΚΟΠΟΣ Β. ΚΑΙ Ν. ΑΜΕΡΙΚΗΣ ΔΕΝ ΕΓΚΡΙΝΕΙ ΟΛΑΣ ΤΑΣ ΕΝΕΡΓΕΙΑΣ ΤΟΥ ΠΑΓΚΟΣΜΙΟΥ ΣΥΜΒΟΥΛΙΟΥ ΕΚΚΛΗΣΙΩΝ (854, 1219, 1359, 1286)
divider (6, 1386, 193, 1387)
headline-exhibitors: ΕΒΡΑΒΕΥΘΗΣΑΝ ΕΚΘΕΤΑΙ ΤΟΥ ΣΥΓΧΡΟΝΟΥ ΣΠΙΤΙΟΥ (1393, 774, 1562, 799)
subhead: ΚΑΤΕΣΤΕΙΛΕ ΕΡΩΤΗΣΕΙΣ (355, 844, 461, 855)
article-body: Συνεδρίασεν χθές ή γενική συνέλευσις των καπνοπαραγωγών τής Μακεδονίας, κατά τήν όποίαν άπεφασίσθη όπως τά καπνά διατεθούν μόνον έφ' όσον καθορισθή τιμή άσφαλείας καί ήμερομηνία λήξεως των άγορών. Παρέστησαν έκπρόσωποι όλων των καπνοπαραγωγικών περιοχών. (207, 762, 609, 807)
headline-exports-company: Η ΑΝΩΝΥΜΟΣ ΕΤΑΙΡΕΙΑ ΑΝΑΠΤΥΞΕΩΣ ΤΩΝ ΕΞΑΓΩΓΩΝ (634, 1094, 808, 1119)
divider (622, 707, 820, 709)
headline-tax-appeals: ΑΙ ΕΦΕΣΕΙΣ ΕΙΣ ΦΟΡΟΛΟΓΙΚΑΣ ΥΠΟΘΕΣΕΙΣ (633, 963, 809, 988)
headline-black-glove: ΕΞΗΡΘΡΩΘΗ Η ΣΠΕΙΡΑ ΤΟ «ΜΑΥΡΟ ΓΑΝΤΙ», ΕΝΩ ΗΤΟΙΜΑΖΕΤΟ ΔΙΑ ΚΛΟΠΗΝ ΕΙΣ ΝΑΟΝ (631, 711, 811, 760)
seal-icon: ☉ (537, 11, 570, 44)
article-body: ΡΩΜΗ, 22 (Ρόυτερ).— Η διάσκεψις κορυφής μεταξύ του Σοβιετικού πρωθυπουργού κ. Κρούστσεφ και του Προέδρου Κέννεντυ καί του Βρεταννού πρωθυπουργού κ. Μάκ Μίλλαν, θά είναι ή εύκαιρία διά νά προταθή ύπό τής Ρωσσίας ή ύπογραφή συμφωνίας άπαγορεύσεως των πυρηνικών δοκιμών. Η σοβιετική κυβέρνησις δέχεται πλέον τόν διεθνή έλεγχον, ό όποίος άπετέλει έως τώρα τό κύριον έμπόδιον διά τήν σύναψιν συμφωνίας. Κατά πληροφορίας έκ Μόσχας ό κ. Κρούστσεφ θά ζητήση όπως ή διάσκεψις πραγματοποιηθή έντός του προσεχούς θέρους. (834, 327, 1102, 427)
masthead (207, 4, 609, 51)
divider (834, 1215, 1379, 1218)
article-body: ΟΥΑΣΙΓΚΤΩΝ, 22 (Ρόυτερ).— Αί συνομιλίαι μεταξύ των Δυτικών άντιπροσωπειών συνεχίζονται διά τόν καθορισμόν κοινής στάσεως έναντι των σοβιετικών προτάσεων. (1111, 447, 1379, 481)
text-block: Ο σύζυγος, τά τέκνα, τά έγγόνια, οί άδελφοί καί λοιποί συγγενείς, άγγέλλουν τόν θάνατον του προσφιλούς των. Η κηδεία του θά γίνη σήμερον ώραν 11.30 π.μ. έκ του Ιερού Ναού Αγίου Γεωργίου. (6, 1328, 193, 1384)
article-body: Καταδικάσθησαν ύπό του Μονομελούς Πλημμελειοδικείου Θεσσαλονίκης δύο νεαροί διά κλοπάς είς καταστήματα τής πόλεως. (622, 1913, 820, 1946)
seal-icon: ☉ (245, 11, 278, 44)
